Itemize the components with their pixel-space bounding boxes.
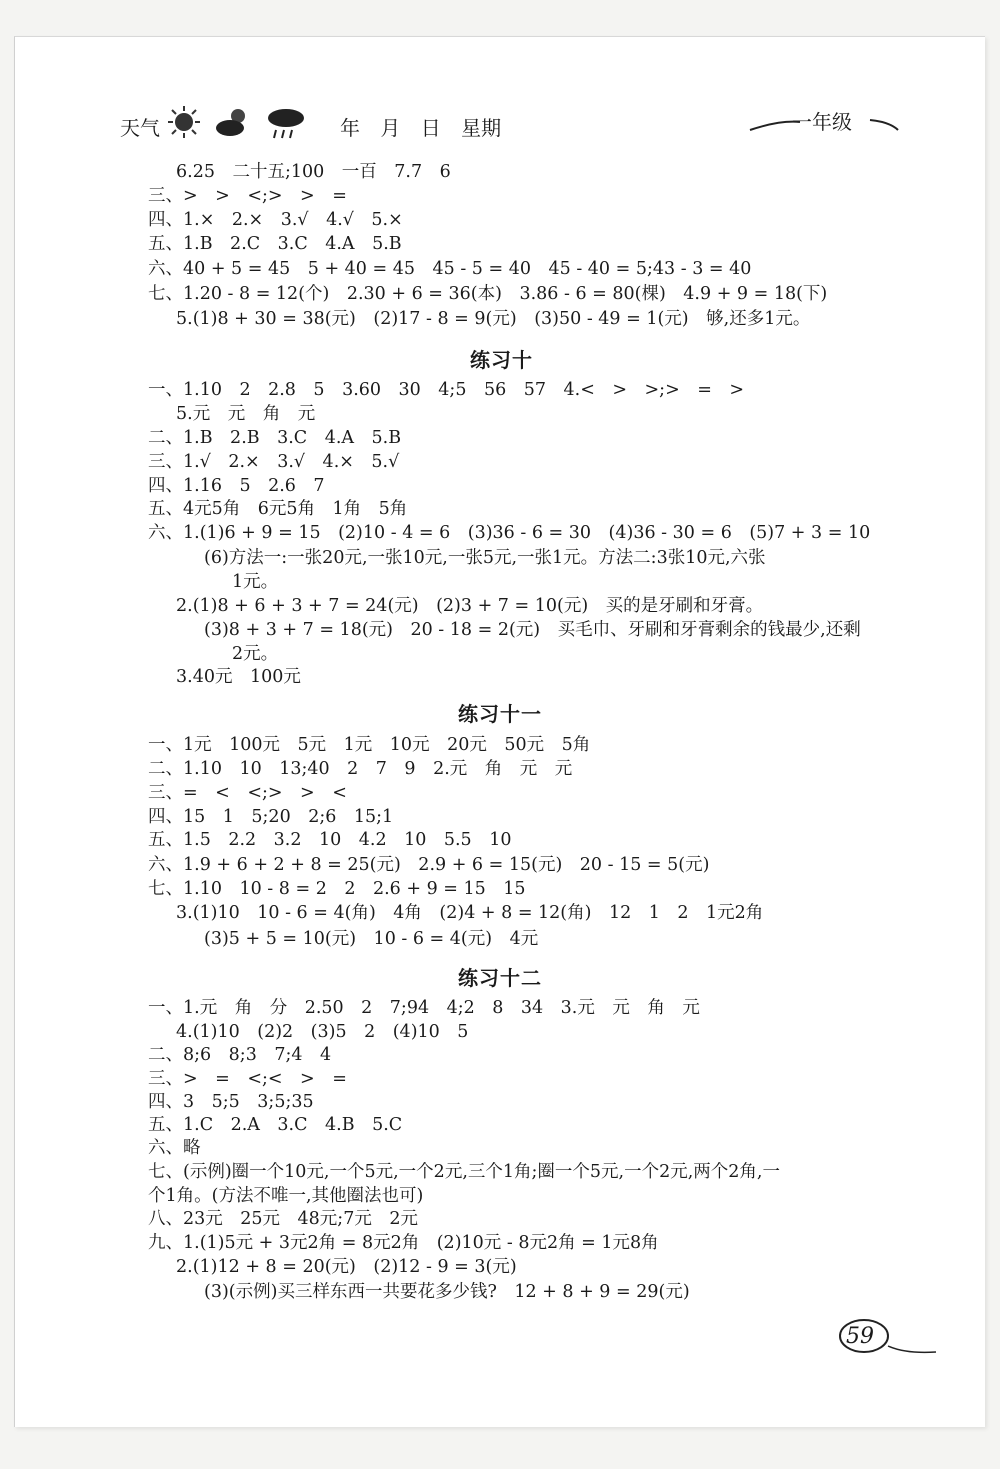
answer-line: 五、1.C 2.A 3.C 4.B 5.C: [148, 1115, 403, 1135]
answer-line: 6.25 二十五;100 一百 7.7 6: [176, 162, 451, 182]
answer-line: 1元。: [232, 572, 279, 592]
answer-line: 九、1.(1)5元 + 3元2角 = 8元2角 (2)10元 - 8元2角 = 1元8角: [148, 1233, 659, 1253]
answer-line: 个1角。(方法不唯一,其他圈法也可): [148, 1186, 424, 1206]
page-number: 59: [846, 1324, 874, 1349]
rain-icon: [264, 104, 308, 144]
answer-line: 五、4元5角 6元5角 1角 5角: [148, 499, 408, 519]
answer-line: 七、1.10 10 - 8 = 2 2 2.6 + 9 = 15 15: [148, 879, 526, 899]
grade-label: 一年级: [792, 110, 852, 134]
answer-line: 3.40元 100元: [176, 667, 301, 687]
answer-line: 2.(1)12 + 8 = 20(元) (2)12 - 9 = 3(元): [176, 1257, 517, 1277]
date-fields: 年 月 日 星期: [340, 116, 502, 140]
answer-line: 三、1.√ 2.× 3.√ 4.× 5.√: [148, 452, 400, 472]
answer-line: 二、1.10 10 13;40 2 7 9 2.元 角 元 元: [148, 759, 573, 779]
answer-line: 六、40 + 5 = 45 5 + 40 = 45 45 - 5 = 40 45 - 40 = 5;43 - 3 = 40: [148, 259, 752, 279]
answer-line: 四、1.× 2.× 3.√ 4.√ 5.×: [148, 210, 403, 230]
answer-line: 二、8;6 8;3 7;4 4: [148, 1045, 332, 1065]
answer-line: 五、1.B 2.C 3.C 4.A 5.B: [148, 234, 402, 254]
answer-line: 五、1.5 2.2 3.2 10 4.2 10 5.5 10: [148, 830, 512, 850]
answer-line: (6)方法一:一张20元,一张10元,一张5元,一张1元。方法二:3张10元,六张: [204, 548, 766, 568]
answer-line: 一、1.元 角 分 2.50 2 7;94 4;2 8 34 3.元 元 角 元: [148, 998, 700, 1018]
answer-line: 二、1.B 2.B 3.C 4.A 5.B: [148, 428, 402, 448]
answer-line: 三、= < <;> > <: [148, 783, 347, 803]
section-heading: 练习十二: [458, 966, 542, 990]
answer-line: 三、> = <;< > =: [148, 1069, 347, 1089]
answer-line: 七、1.20 - 8 = 12(个) 2.30 + 6 = 36(本) 3.86 - 6 = 80(棵) 4.9 + 9 = 18(下): [148, 284, 828, 304]
section-heading: 练习十一: [458, 702, 542, 726]
answer-line: (3)(示例)买三样东西一共要花多少钱? 12 + 8 + 9 = 29(元): [204, 1282, 690, 1302]
answer-line: (3)8 + 3 + 7 = 18(元) 20 - 18 = 2(元) 买毛巾、牙刷和牙膏剩余的钱最少,还剩: [204, 620, 861, 640]
sun-icon: [166, 104, 202, 140]
answer-line: 4.(1)10 (2)2 (3)5 2 (4)10 5: [176, 1022, 469, 1042]
answer-line: 六、略: [148, 1138, 201, 1158]
answer-line: 2元。: [232, 644, 279, 664]
answer-line: 六、1.(1)6 + 9 = 15 (2)10 - 4 = 6 (3)36 - 6 = 30 (4)36 - 30 = 6 (5)7 + 3 = 10: [148, 523, 871, 543]
answer-line: 5.(1)8 + 30 = 38(元) (2)17 - 8 = 9(元) (3)50 - 49 = 1(元) 够,还多1元。: [176, 309, 811, 329]
answer-line: 七、(示例)圈一个10元,一个5元,一个2元,三个1角;圈一个5元,一个2元,两个2角,一: [148, 1162, 780, 1182]
answer-line: 2.(1)8 + 6 + 3 + 7 = 24(元) (2)3 + 7 = 10(元) 买的是牙刷和牙膏。: [176, 596, 764, 616]
answer-line: 一、1元 100元 5元 1元 10元 20元 50元 5角: [148, 735, 591, 755]
section-heading: 练习十: [470, 348, 533, 372]
answer-line: 四、1.16 5 2.6 7: [148, 476, 325, 496]
answer-line: 5.元 元 角 元: [176, 404, 316, 424]
answer-line: 四、3 5;5 3;5;35: [148, 1092, 314, 1112]
answer-line: 三、> > <;> > =: [148, 186, 347, 206]
weather-label: 天气: [120, 116, 160, 140]
answer-line: 一、1.10 2 2.8 5 3.60 30 4;5 56 57 4.< > >;> = >: [148, 380, 745, 400]
header-decoration: [740, 100, 900, 150]
partly-cloudy-icon: [212, 104, 256, 140]
answer-line: (3)5 + 5 = 10(元) 10 - 6 = 4(元) 4元: [204, 929, 539, 949]
answer-line: 3.(1)10 10 - 6 = 4(角) 4角 (2)4 + 8 = 12(角) 12 1 2 1元2角: [176, 903, 764, 923]
answer-line: 六、1.9 + 6 + 2 + 8 = 25(元) 2.9 + 6 = 15(元) 20 - 15 = 5(元): [148, 855, 710, 875]
answer-line: 四、15 1 5;20 2;6 15;1: [148, 807, 394, 827]
answer-line: 八、23元 25元 48元;7元 2元: [148, 1209, 418, 1229]
